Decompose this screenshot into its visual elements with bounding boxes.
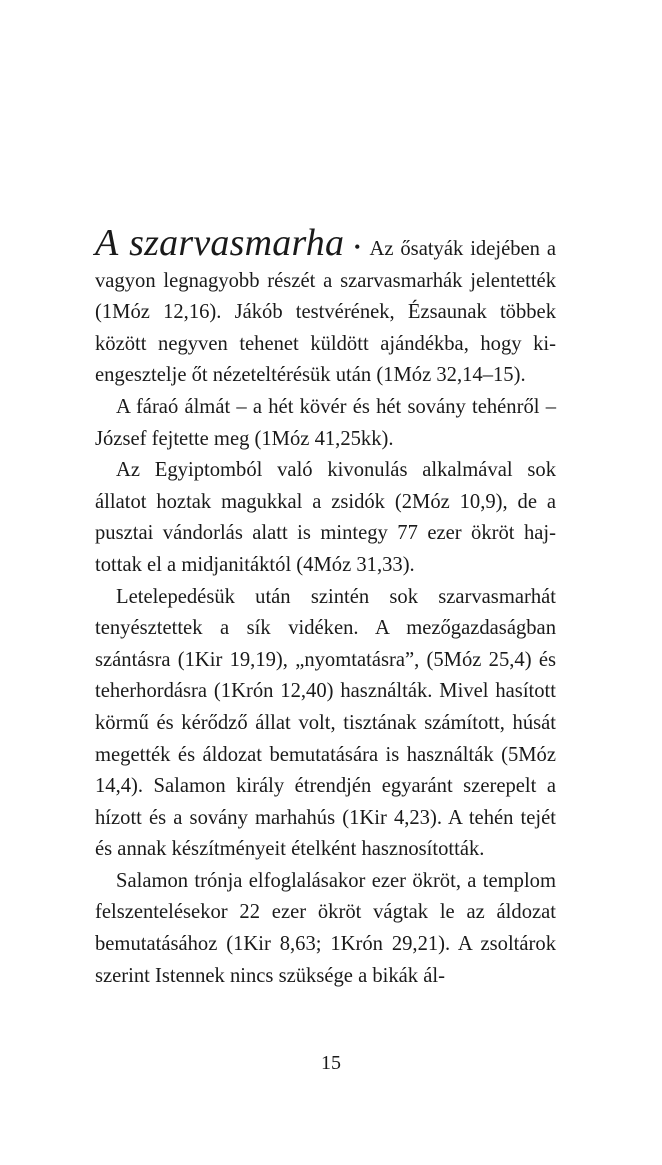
paragraph-4: Letelepedésük után szintén sok szarvasmarhát tenyésztettek a sík vidéken. A mezőgazdaságban szántásra (1Kir 19,19), „nyomtatásra”, (5Móz 25,4) és teherhordásra (1Krón 12,40) használták. Mivel hasított körmű és kérődző állat volt, tisztának számított, húsát megették és áldozat bemutatására is használták (5Móz 14,4). Salamon király étrendjén egyaránt szerepelt a hízott és a sovány marhahús (1Kir 4,23). A tehén tejét és annak készítményeit ételként hasznosították. <box>95 585 556 861</box>
paragraph-3: Az Egyiptomból való kivonulás alkalmával sok állatot hoztak magukkal a zsidók (2Móz 10,9), de a pusztai vándorlás alatt is mintegy 77 ezer ökröt hajtottak el a midjanitáktól (4Móz 31,33). <box>95 459 556 576</box>
paragraph-5: Salamon trónja elfoglalásakor ezer ökröt, a templom felszentelésekor 22 ezer ökröt vágtak le az áldozat bemutatásához (1Kir 8,63; 1Krón 29,21). A zsoltárok szerint Istennek nincs szüksége a bikák ál- <box>95 869 556 987</box>
paragraph-1 <box>95 222 557 392</box>
heading-separator: • <box>354 237 361 257</box>
paragraph-2: A fáraó álmát – a hét kövér és hét sovány tehénről – József fejtette meg (1Móz 41,25kk). <box>95 395 556 450</box>
section-heading: A szarvasmarha <box>95 222 345 264</box>
page-number: 15 <box>321 1052 341 1074</box>
paragraph-1-text: Az ősatyák idejében a vagyon legnagyobb részét a szarvasmarhák jelentették (1Móz 12,16). Jákób testvérének, Ézsaunak többek között negyven tehenet küldött ajándékba, hogy kiengesztelje őt nézeteltérésük után (1Móz 32,14–15). <box>95 238 557 387</box>
article-body <box>95 222 557 992</box>
